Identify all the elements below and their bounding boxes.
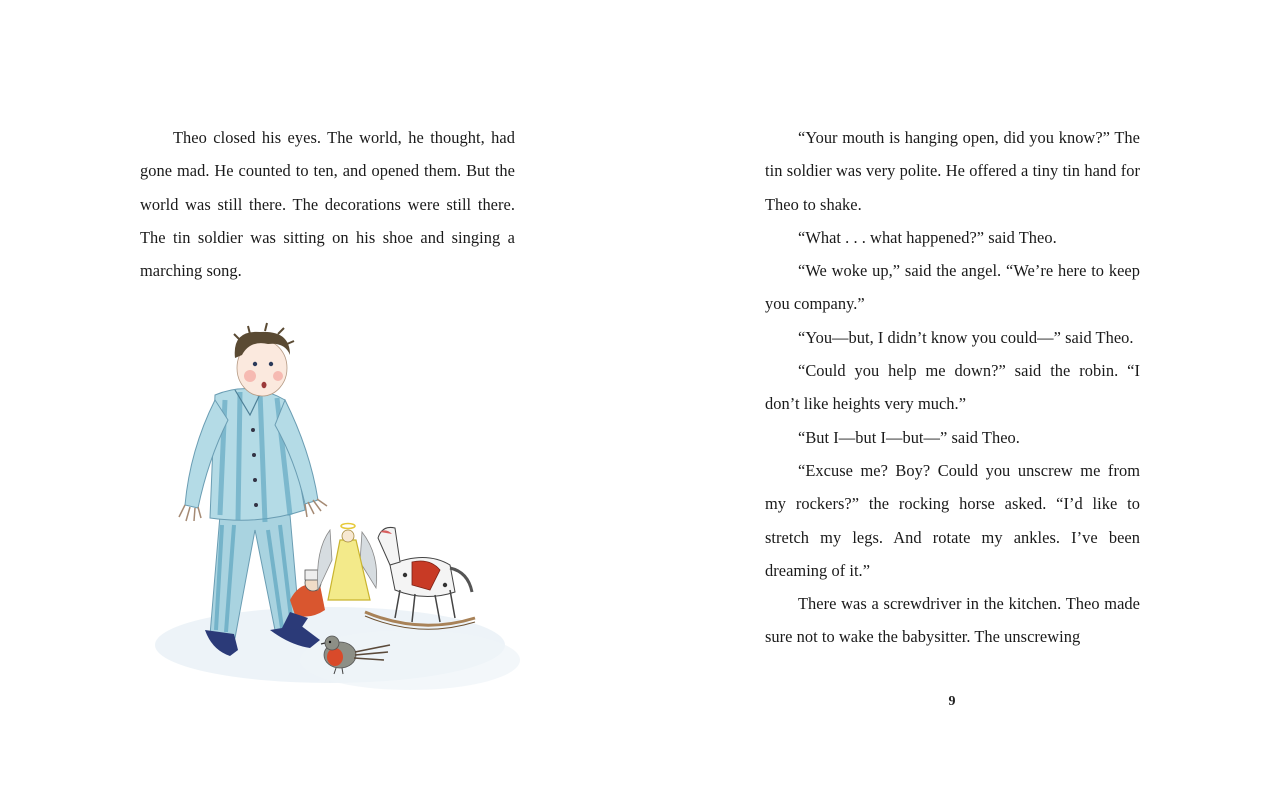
angel-figure bbox=[318, 524, 377, 601]
paragraph: “Excuse me? Boy? Could you unscrew me from my rockers?” the rocking horse asked. “I’d like to stretch my legs. And rotate my ankles. I’ve been dreaming of it.” bbox=[765, 460, 1140, 580]
right-page-text bbox=[765, 121, 1140, 654]
paragraph: “Could you help me down?” said the robin. “I don’t like heights very much.” bbox=[765, 361, 1140, 414]
paragraph: “We woke up,” said the angel. “We’re here to keep you company.” bbox=[765, 261, 1140, 314]
paragraph: There was a screwdriver in the kitchen. Theo made sure not to wake the babysitter. The unscrewing bbox=[765, 594, 1140, 647]
paragraph: “Your mouth is hanging open, did you know?” The tin soldier was very polite. He offered a tiny tin hand for Theo to shake. bbox=[765, 128, 1140, 214]
right-page bbox=[640, 0, 1280, 800]
page-number: 9 bbox=[948, 694, 956, 709]
story-illustration bbox=[150, 300, 550, 760]
paragraph: “But I—but I—but—” said Theo. bbox=[798, 427, 1020, 447]
paragraph: “You—but, I didn’t know you could—” said Theo. bbox=[798, 327, 1134, 347]
left-page-text bbox=[140, 121, 515, 287]
paragraph: Theo closed his eyes. The world, he thought, had gone mad. He counted to ten, and opened them. But the world was still there. The decorations were still there. The tin soldier was sitting on his shoe and singing a marching song. bbox=[140, 128, 515, 281]
paragraph: “What . . . what happened?” said Theo. bbox=[798, 227, 1057, 247]
